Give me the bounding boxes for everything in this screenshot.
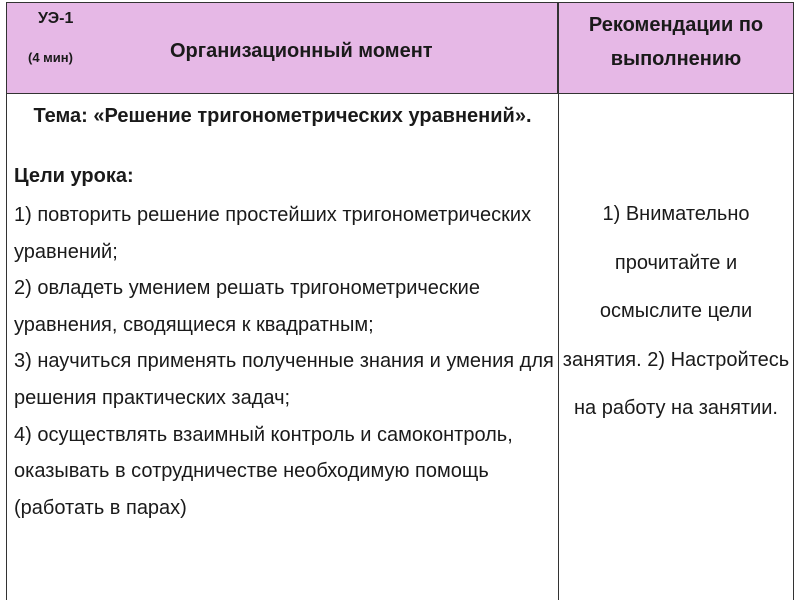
- goal-item: 4) осуществлять взаимный контроль и самоконтроль, оказывать в сотрудничестве необходимую помощь (работать в парах): [14, 423, 513, 519]
- goal-item: 3) научиться применять полученные знания и умения для решения практических задач;: [14, 350, 554, 409]
- table-left-border: [6, 2, 7, 600]
- table-right-border: [793, 2, 794, 600]
- recommendations-title: Рекомендации по выполнению: [588, 14, 764, 70]
- lesson-topic: Тема: «Решение тригонометрических уравнений».: [33, 105, 532, 127]
- element-code: УЭ-1: [38, 10, 74, 27]
- goals-list: [14, 197, 559, 526]
- element-time: (4 мин): [28, 50, 73, 65]
- goal-item: 2) овладеть умением решать тригонометрические уравнения, сводящиеся к квадратным;: [14, 277, 480, 336]
- goal-item: 1) повторить решение простейших тригонометрических уравнений;: [14, 204, 532, 263]
- recommendations-text: 1) Внимательно прочитайте и осмыслите цели занятия. 2) Настройтесь на работу на занятии.: [562, 203, 790, 419]
- stage-title: Организационный момент: [170, 40, 433, 62]
- goals-heading: Цели урока:: [14, 165, 134, 187]
